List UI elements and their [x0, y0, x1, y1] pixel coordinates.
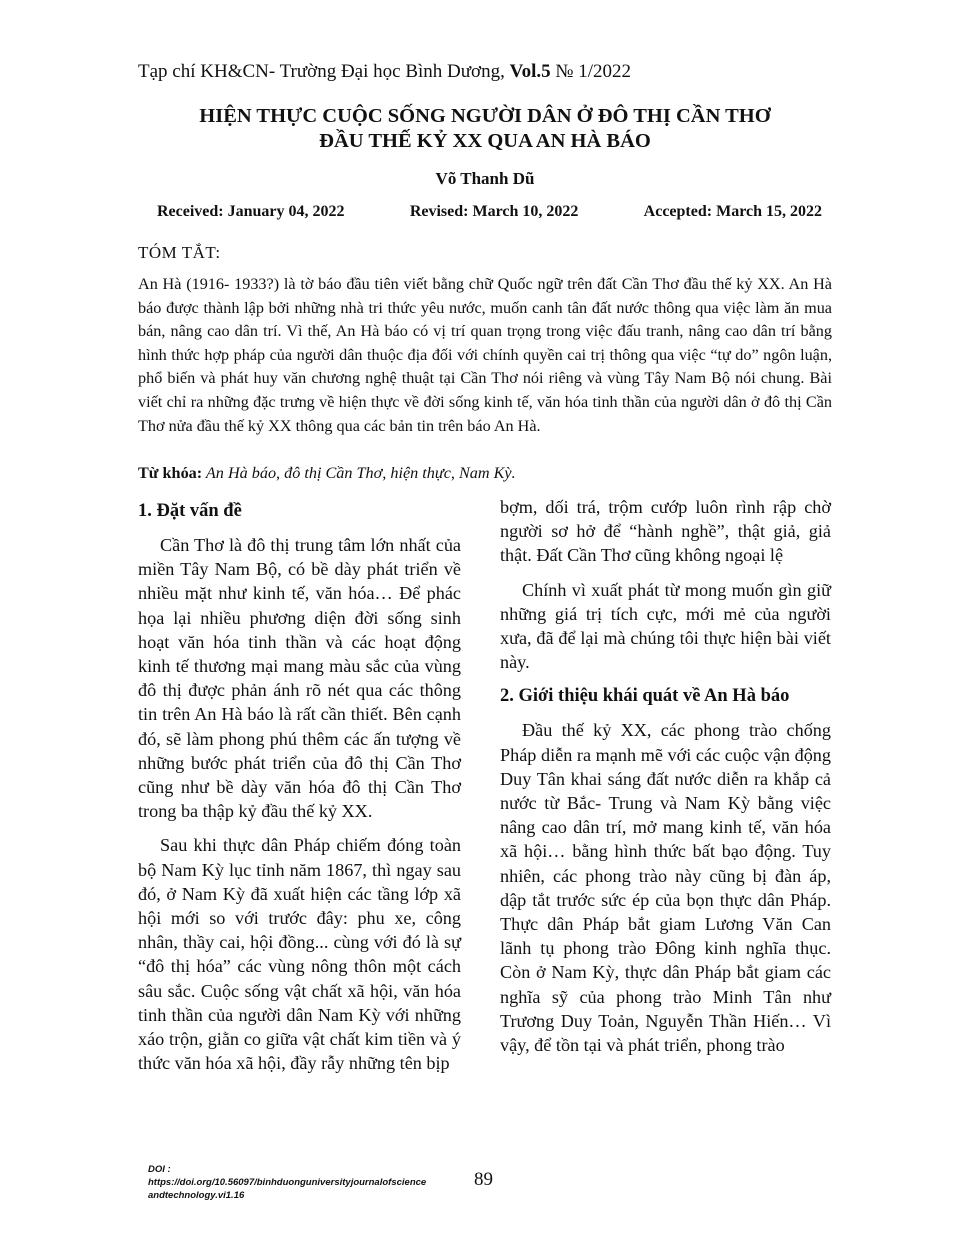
keywords-label: Từ khóa: [138, 464, 203, 482]
doi-block [148, 1163, 448, 1202]
accepted-date: Accepted: March 15, 2022 [643, 203, 822, 220]
author-name: Võ Thanh Dũ [435, 169, 535, 188]
section-2-paragraph-1: Đầu thế kỷ XX, các phong trào chống Pháp diễn ra mạnh mẽ với các cuộc vận động Duy Tân khai sáng đất nước diễn ra khắp cả nước từ Bắc- Trung và Nam Kỳ bằng việc nâng cao dân trí, mở mang kinh tế, văn hóa xã hội… bằng hình thức bất bạo động. Tuy nhiên, các phong trào này cũng bị đàn áp, dập tắt trước sức ép của bọn thực dân Pháp. Thực dân Pháp bắt giam Lương Văn Can lãnh tụ phong trào Đông kinh nghĩa thục. Còn ở Nam Kỳ, thực dân Pháp bắt giam các nghĩa sỹ của phong trào Minh Tân như Trương Duy Toản, Nguyễn Thần Hiến… Vì vậy, để tồn tại và phát triển, phong trào [500, 720, 831, 1056]
keywords [138, 462, 832, 485]
article-title [100, 104, 870, 154]
received-date: Received: January 04, 2022 [157, 203, 345, 220]
doi-label: DOI : [148, 1164, 171, 1175]
section-1-paragraph-2: Sau khi thực dân Pháp chiếm đóng toàn bộ Nam Kỳ lục tỉnh năm 1867, thì ngay sau đó, ở Nam Kỳ đã xuất hiện các tầng lớp xã hội mới so với trước đây: phu xe, công nhân, thầy cai, hội đồng... cùng với đó là sự “đô thị hóa” các vùng nông thôn một cách sâu sắc. Cuộc sống vật chất xã hội, văn hóa tinh thần của người dân Nam Kỳ với những xáo trộn, giằn co giữa vật chất kim tiền và ý thức văn hóa xã hội, đầy rẫy những tên bịp [138, 835, 461, 1074]
section-1-paragraph-2-continued: bợm, dối trá, trộm cướp luôn rình rập chờ người sơ hở để “hành nghề”, thật giả, giả thật. Đất Cần Thơ cũng không ngoại lệ [500, 497, 831, 566]
abstract-text: An Hà (1916- 1933?) là tờ báo đầu tiên viết bằng chữ Quốc ngữ trên đất Cần Thơ đầu thế kỷ XX. An Hà báo được thành lập bởi những nhà tri thức yêu nước, muốn canh tân đất nước thông qua việc làm ăn mua bán, nâng cao dân trí. Vì thế, An Hà báo có vị trí quan trọng trong việc đấu tranh, nâng cao dân trí bằng hình thức hợp pháp của người dân thuộc địa đối với chính quyền cai trị thông qua việc “tự do” ngôn luận, phổ biến và phát huy văn chương nghệ thuật tại Cần Thơ nói riêng và vùng Tây Nam Bộ nói chung. Bài viết chỉ ra những đặc trưng về hiện thực về đời sống kinh tế, văn hóa tinh thần của người dân ở đô thị Cần Thơ nửa đầu thế kỷ XX thông qua các bản tin trên báo An Hà. [138, 275, 832, 435]
section-2-heading: 2. Giới thiệu khái quát về An Hà báo [500, 686, 790, 707]
journal-volume: Vol.5 [509, 61, 551, 82]
section-1-paragraph-3: Chính vì xuất phát từ mong muốn gìn giữ những giá trị tích cực, mới mẻ của người xưa, đã để lại mà chúng tôi thực hiện bài viết này. [500, 579, 831, 673]
title-line-2: ĐẦU THẾ KỶ XX QUA AN HÀ BÁO [319, 130, 651, 152]
article-dates [157, 201, 822, 223]
column-right [500, 495, 831, 1067]
journal-issue: № 1/2022 [550, 61, 632, 82]
abstract-heading: TÓM TẮT: [138, 243, 221, 262]
title-line-1: HIỆN THỰC CUỘC SỐNG NGƯỜI DÂN Ở ĐÔ THỊ CẦN THƠ [199, 105, 771, 127]
page-number: 89 [474, 1169, 493, 1190]
keywords-text: An Hà báo, đô thị Cần Thơ, hiện thực, Nam Kỳ. [202, 464, 516, 482]
journal-header [138, 58, 838, 86]
section-1-paragraph-1: Cần Thơ là đô thị trung tâm lớn nhất của miền Tây Nam Bộ, có bề dày phát triển về nhiều mặt như kinh tế, văn hóa… Để phác họa lại nhiều phương diện đời sống sinh hoạt văn hóa tinh thần và các hoạt động kinh tế thương mại mang màu sắc của vùng đô thị được phản ánh rõ nét qua các thông tin trên An Hà báo là rất cần thiết. Bên cạnh đó, sẽ làm phong phú thêm các ấn tượng về những bước phát triển của đô thị Cần Thơ cũng như bề dày văn hóa đô thị Cần Thơ trong ba thập kỷ đầu thế kỷ XX. [138, 535, 461, 822]
journal-name: Tạp chí KH&CN- Trường Đại học Bình Dương, [138, 61, 510, 82]
revised-date: Revised: March 10, 2022 [409, 203, 579, 220]
column-left [138, 495, 461, 1085]
doi-link[interactable]: https://doi.org/10.56097/binhduonguniversityjournalofscience andtechnology.vi1.16 [148, 1177, 427, 1201]
section-1-heading: 1. Đặt vấn đề [138, 501, 242, 521]
